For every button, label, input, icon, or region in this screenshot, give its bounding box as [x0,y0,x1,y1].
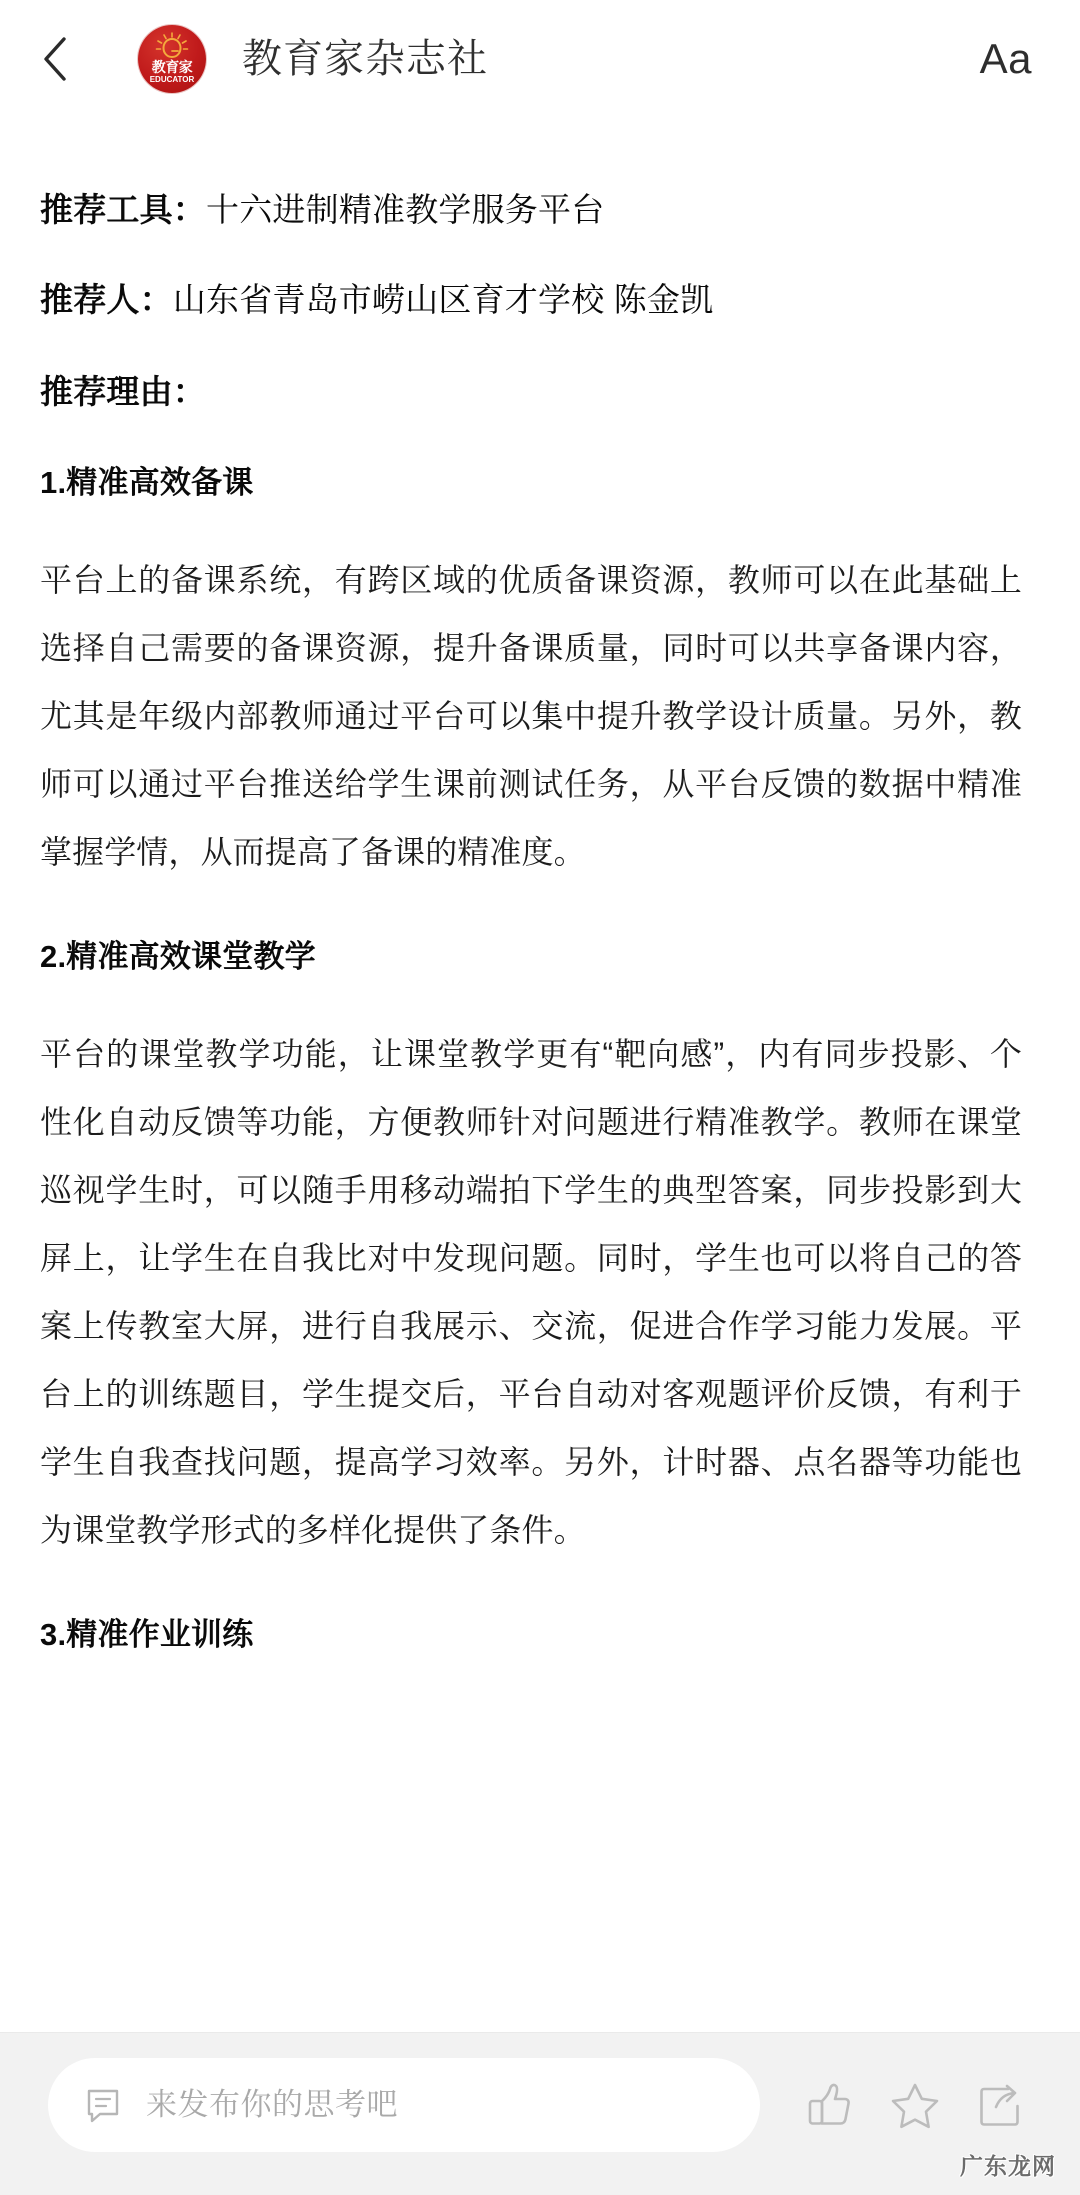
section-body-1: 平台上的备课系统，有跨区域的优质备课资源，教师可以在此基础上选择自己需要的备课资源，提升备课质量，同时可以共享备课内容，尤其是年级内部教师通过平台可以集中提升教学设计质量。另外，教师可以通过平台推送给学生课前测试任务，从平台反馈的数据中精准掌握学情，从而提高了备课的精准度。 [40,562,1022,870]
article-content [0,118,1080,2063]
site-watermark: 广东龙网 [960,2153,1056,2179]
logo-en-text: EDUCATOR [149,75,195,84]
app-header [0,0,1080,118]
reason-label: 推荐理由： [40,373,206,410]
spacer [40,976,1022,1020]
recommended-tool-line [40,190,1022,230]
sun-icon [153,32,191,62]
section-heading-1: 1.精准高效备课 [40,465,254,500]
like-button[interactable] [801,2077,857,2133]
spacer [40,230,1022,280]
star-icon [889,2079,941,2131]
thumbs-up-icon [803,2079,855,2131]
back-button[interactable] [42,28,94,90]
section-heading-2: 2.精准高效课堂教学 [40,939,316,974]
publisher-logo[interactable] [138,25,206,93]
spacer [40,886,1022,938]
page-title: 教育家杂志社 [242,37,488,81]
share-icon [975,2079,1027,2131]
chevron-left-icon [42,36,68,82]
recommender-label: 推荐人： [40,281,173,318]
spacer [40,320,1022,372]
spacer [40,118,1022,190]
logo-cn-text: 教育家 [151,59,193,75]
comment-input[interactable] [48,2058,760,2152]
recommender-line [40,280,1022,320]
recommended-tool-label: 推荐工具： [40,191,206,228]
recommender-value: 山东省青岛市崂山区育才学校 陈金凯 [172,281,714,318]
spacer [40,412,1022,464]
spacer [40,1564,1022,1616]
section-heading-3: 3.精准作业训练 [40,1617,254,1652]
section-body-2: 平台的课堂教学功能，让课堂教学更有“靶向感”，内有同步投影、个性化自动反馈等功能，方便教师针对问题进行精准教学。教师在课堂巡视学生时，可以随手用移动端拍下学生的典型答案，同步投影到大屏上，让学生在自我比对中发现问题。同时，学生也可以将自己的答案上传教室大屏，进行自我展示、交流，促进合作学习能力发展。平台上的训练题目，学生提交后，平台自动对客观题评价反馈，有利于学生自我查找问题，提高学习效率。另外，计时器、点名器等功能也为课堂教学形式的多样化提供了条件。 [40,1036,1022,1548]
action-icon-group [760,2058,1056,2152]
spacer [40,502,1022,546]
font-size-button[interactable]: Aa [979,35,1032,82]
bottom-action-bar [0,2032,1080,2195]
favorite-button[interactable] [887,2077,943,2133]
comment-placeholder: 来发布你的思考吧 [146,2087,398,2122]
recommended-tool-value: 十六进制精准教学服务平台 [206,191,605,228]
comment-bubble-icon [82,2084,124,2126]
share-button[interactable] [973,2077,1029,2133]
